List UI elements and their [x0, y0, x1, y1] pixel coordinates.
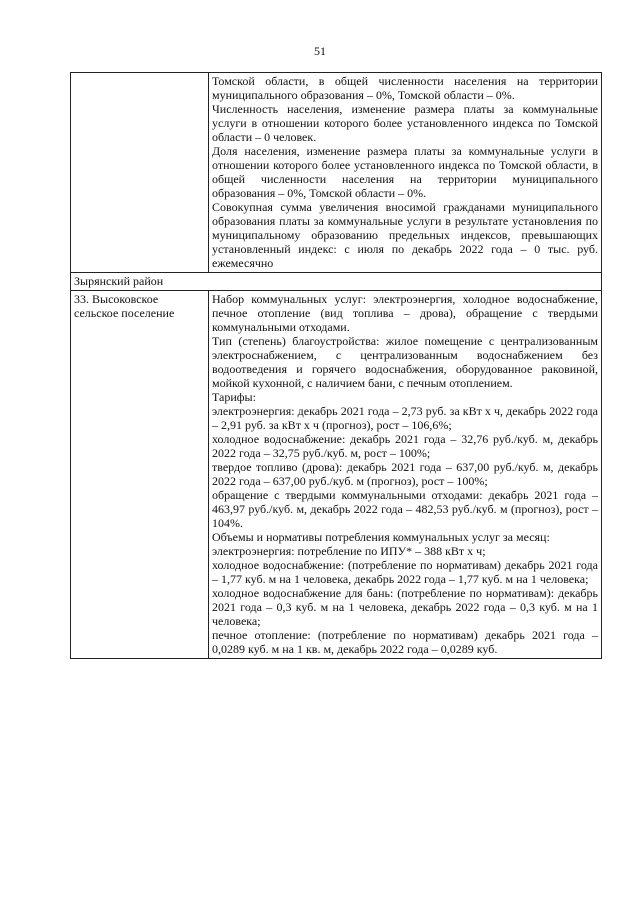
paragraph: электроэнергия: декабрь 2021 года – 2,73 руб. за кВт х ч, декабрь 2022 года – 2,91 руб. за кВт х ч (прогноз), рост – 106,6%; [212, 404, 598, 432]
document-table [70, 72, 602, 659]
paragraph: холодное водоснабжение: декабрь 2021 года – 32,76 руб./куб. м, декабрь 2022 года – 32,75 руб./куб. м, рост – 100%; [212, 432, 598, 460]
table-row [71, 73, 602, 273]
paragraph: Томской области, в общей численности населения на территории муниципального образования – 0%, Томской области – 0%. [212, 74, 598, 102]
paragraph: электроэнергия: потребление по ИПУ* – 388 кВт х ч; [212, 544, 486, 558]
row-label-cell [71, 73, 209, 273]
paragraph: холодное водоснабжение: (потребление по нормативам) декабрь 2021 года – 1,77 куб. м на 1 человека, декабрь 2022 года – 1,77 куб. м на 1 человека; [212, 558, 598, 586]
district-row [71, 273, 602, 291]
paragraph: Объемы и нормативы потребления коммунальных услуг за месяц: [212, 530, 550, 544]
paragraph: Набор коммунальных услуг: электроэнергия, холодное водоснабжение, печное отопление (вид топлива – дрова), обращение с твердыми коммунальными отходами. [212, 292, 598, 334]
page-number: 51 [314, 44, 326, 58]
paragraph: Совокупная сумма увеличения вносимой гражданами муниципального образования платы за коммунальные услуги в результате установления по муниципальному образованию предельных индексов, превышающих установленный индекс: с июля по декабрь 2022 года – 0 тыс. руб. ежемесячно [212, 200, 598, 270]
row-content-cell [209, 73, 602, 273]
paragraph: обращение с твердыми коммунальными отходами: декабрь 2021 года – 463,97 руб./куб. м, декабрь 2022 года – 482,53 руб./куб. м (прогноз), рост – 104%. [212, 488, 598, 530]
settlement-content-cell [209, 291, 602, 659]
settlement-name: 33. Высоковское сельское поселение [71, 291, 209, 659]
district-name: Зырянский район [71, 273, 602, 291]
paragraph: Тарифы: [212, 390, 256, 404]
paragraph: твердое топливо (дрова): декабрь 2021 года – 637,00 руб./куб. м, декабрь 2022 года – 637,00 руб./куб. м (прогноз), рост – 100%; [212, 460, 598, 488]
paragraph: печное отопление: (потребление по нормативам) декабрь 2021 года – 0,0289 куб. м на 1 кв. м, декабрь 2022 года – 0,0289 куб. [212, 628, 598, 656]
table-row [71, 291, 602, 659]
paragraph: холодное водоснабжение для бань: (потребление по нормативам): декабрь 2021 года – 0,3 куб. м на 1 человека, декабрь 2022 года – 0,3 куб. м на 1 человека; [212, 586, 598, 628]
paragraph: Численность населения, изменение размера платы за коммунальные услуги в отношении которого более установленного индекса по Томской области – 0 человек. [212, 102, 598, 144]
paragraph: Доля населения, изменение размера платы за коммунальные услуги в отношении которого более установленного индекса по Томской области, в общей численности населения на территории муниципального образования – 0%, Томской области – 0%. [212, 144, 598, 200]
paragraph: Тип (степень) благоустройства: жилое помещение с централизованным электроснабжением, с централизованным водоснабжением без водоотведения и горячего водоснабжения, оборудованное раковиной, мойкой кухонной, с наличием бани, с печным отоплением. [212, 334, 598, 390]
